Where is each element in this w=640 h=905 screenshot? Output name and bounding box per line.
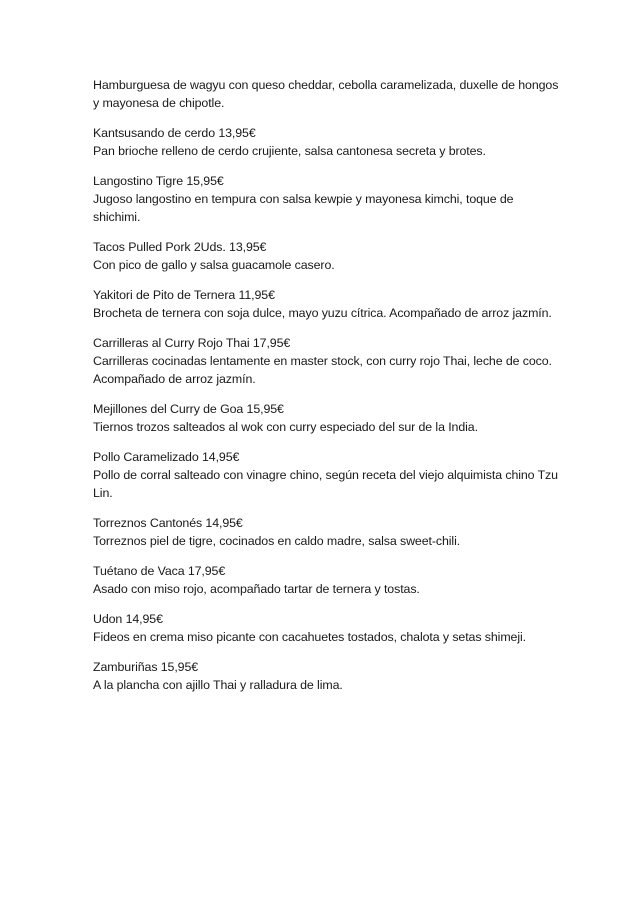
menu-item [93,124,563,160]
menu-item-title: Kantsusando de cerdo 13,95€ [93,126,256,140]
menu-item-title: Langostino Tigre 15,95€ [93,174,224,188]
menu-item [93,658,563,694]
menu-item-description: Asado con miso rojo, acompañado tartar de ternera y tostas. [93,582,420,596]
menu-item-title: Tacos Pulled Pork 2Uds. 13,95€ [93,240,267,254]
menu-item [93,238,563,274]
menu-intro [93,76,563,112]
menu-item-title: Torreznos Cantonés 14,95€ [93,516,243,530]
menu-item-title: Yakitori de Pito de Ternera 11,95€ [93,288,275,302]
menu-item-title: Udon 14,95€ [93,612,163,626]
menu-item [93,334,563,388]
menu-item-description: A la plancha con ajillo Thai y ralladura de lima. [93,678,343,692]
menu-item [93,172,563,226]
menu-item [93,400,563,436]
menu-item [93,610,563,646]
menu-item-title: Pollo Caramelizado 14,95€ [93,450,240,464]
menu-item-description: Carrilleras cocinadas lentamente en master stock, con curry rojo Thai, leche de coco. Acompañado de arroz jazmín. [93,354,552,386]
menu-item-description: Fideos en crema miso picante con cacahuetes tostados, chalota y setas shimeji. [93,630,526,644]
intro-description: Hamburguesa de wagyu con queso cheddar, cebolla caramelizada, duxelle de hongos y mayonesa de chipotle. [93,78,559,110]
menu-item-description: Brocheta de ternera con soja dulce, mayo yuzu cítrica. Acompañado de arroz jazmín. [93,306,552,320]
menu-item [93,286,563,322]
menu-item-title: Tuétano de Vaca 17,95€ [93,564,226,578]
menu-item-description: Pollo de corral salteado con vinagre chino, según receta del viejo alquimista chino Tzu Lin. [93,468,558,500]
menu-item [93,448,563,502]
menu-item-description: Pan brioche relleno de cerdo crujiente, salsa cantonesa secreta y brotes. [93,144,486,158]
menu-item-description: Tiernos trozos salteados al wok con curry especiado del sur de la India. [93,420,478,434]
menu-item-description: Torreznos piel de tigre, cocinados en caldo madre, salsa sweet-chili. [93,534,461,548]
menu-item-title: Zamburiñas 15,95€ [93,660,199,674]
menu-item-description: Jugoso langostino en tempura con salsa kewpie y mayonesa kimchi, toque de shichimi. [93,192,514,224]
menu-item-title: Carrilleras al Curry Rojo Thai 17,95€ [93,336,291,350]
menu-item-title: Mejillones del Curry de Goa 15,95€ [93,402,284,416]
menu-item-description: Con pico de gallo y salsa guacamole casero. [93,258,335,272]
menu-item [93,514,563,550]
menu-item [93,562,563,598]
menu-page [93,76,563,706]
